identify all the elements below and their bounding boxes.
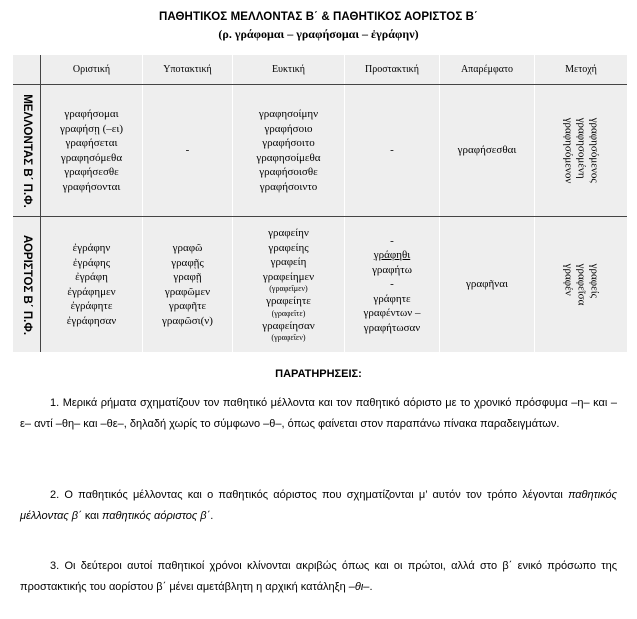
form: γραφείης [268,241,309,254]
form: γραφήσῃ (–ει) [59,122,124,135]
form: γραφῶ [172,242,203,254]
form: γραφείην [268,227,309,239]
form: γραφησόμενος [588,117,601,183]
cell-ypotaktiki-aorist [143,217,232,352]
form: γραφησομένη [575,117,588,179]
form: γράφηθι [373,249,411,262]
remark-1 [20,393,617,435]
column-header: Μετοχή [565,64,597,75]
form: - [185,144,190,157]
remark-text: και [84,510,99,522]
form: γραφησοίμην [258,108,319,120]
cell-aparemfato-future [440,85,534,216]
form: γραφήσεσθαι [457,144,517,157]
column-header: Απαρέμφατο [460,64,514,75]
form: (γραφεῖεν) [271,333,306,342]
form: γραφήσοιντο [259,180,318,193]
cell-prostaktiki-aorist [345,217,439,352]
remark-2 [20,485,617,527]
remark-text: . [369,581,373,593]
form: γραφῶσι(ν) [162,314,213,327]
column-header: Υποτακτική [163,64,212,75]
cell-efktiki-future [233,85,344,216]
form: γραφήτωσαν [363,321,421,334]
form: γραφείημεν [262,270,315,283]
form: γραφῶμεν [164,285,211,298]
form: ἐγράφην [72,242,111,254]
column-header: Προστακτική [365,64,419,75]
conjugation-table [13,55,627,352]
remarks-heading: ΠΑΡΑΤΗΡΗΣΕΙΣ: [275,368,362,380]
form: ἐγράφησαν [66,314,117,327]
form: γραφησόμενον [562,117,575,184]
form: ἐγράφημεν [67,285,116,298]
row-label [13,85,41,216]
form: γραφεῖσα [575,263,588,306]
remark-text: 3. Οι δεύτεροι αυτοί παθητικοί χρόνοι κλίνονται ακριβώς όπως και οι πρώτοι, αλλά στο β΄ ενικό πρόσωπο της προστακτικής του αορίστου β΄ μένει αμετάβλητη η αρχική κατάληξη [20,560,617,593]
remark-text: 2. Ο παθητικός μέλλοντας και ο παθητικός αόριστος που σχηματίζονται μ’ αυτόν τον τρόπο λέγονται [50,489,563,501]
form: (γραφεῖμεν) [269,284,308,293]
form: γραφῆτε [168,300,207,312]
cell-metochi-aorist [535,217,627,352]
remark-3 [20,556,617,598]
form: γραφησοίμεθα [256,151,321,164]
form: γραφῆναι [466,278,508,291]
form: ἐγράφης [72,256,111,269]
form: γραφείη [270,256,307,268]
form: γραφέν [562,263,575,296]
cell-aparemfato-aorist [440,217,534,352]
cell-metochi-future [535,85,627,216]
form: γραφήσομαι [64,108,119,120]
row-label-text: ΑΟΡΙΣΤΟΣ Β΄ Π.Φ. [21,234,33,335]
form: γραφήσοισθε [259,166,318,178]
form: γραφείητε [266,295,311,307]
remark-term: –θι– [348,581,370,593]
form: γραφήτω [372,263,412,276]
form: (γραφεῖτε) [271,308,306,318]
form: γραφέντων – [363,307,421,320]
form: γραφήσονται [62,180,121,193]
form: γραφῇς [171,256,204,269]
page-subtitle: (ρ. γράφομαι – γραφήσομαι – ἐγράφην) [218,27,419,41]
column-header: Ευκτική [271,64,306,75]
form: γράφητε [373,292,411,305]
cell-prostaktiki-future [345,85,439,216]
form: ἐγράφη [75,271,108,283]
form: γραφήσεσθε [64,166,119,178]
remark-text: 1. Μερικά ρήματα σχηματίζουν τον παθητικό μέλλοντα και τον παθητικό αόριστο με το χρονικό πρόσφυμα –η– και –ε– αντί –θη– και –θε–, δηλαδή χωρίς το σύμφωνο –θ–, όπως φαίνεται στον παραπάνω πίνακα παραδειγμάτων. [20,397,617,430]
column-header: Οριστική [72,64,111,75]
form: - [390,144,394,157]
form: ἐγράφητε [70,300,113,312]
cell-efktiki-aorist [233,217,344,352]
row-label [13,217,41,352]
form: - [390,278,394,291]
remark-text: . [210,510,214,522]
cell-oristiki-future [41,85,142,216]
form: γραφήσεται [65,137,118,149]
cell-oristiki-aorist [41,217,142,352]
page-title: ΠΑΘΗΤΙΚΟΣ ΜΕΛΛΟΝΤΑΣ Β΄ & ΠΑΘΗΤΙΚΟΣ ΑΟΡΙΣΤΟΣ Β΄ [159,11,478,23]
form: γραφησόμεθα [60,151,123,164]
form: γραφείησαν [262,319,315,332]
form: - [390,234,394,247]
remark-term: παθητικός μέλλοντας β΄ [20,489,618,522]
remark-term: παθητικός αόριστος β΄ [102,510,211,522]
form: γραφείς [588,263,601,299]
form: γραφήσοιο [264,122,313,135]
form: γραφήσοιτο [262,137,315,149]
form: γραφῇ [173,271,202,283]
row-label-text: ΜΕΛΛΟΝΤΑΣ Β΄ Π.Φ. [21,93,34,208]
cell-ypotaktiki-future [143,85,232,216]
